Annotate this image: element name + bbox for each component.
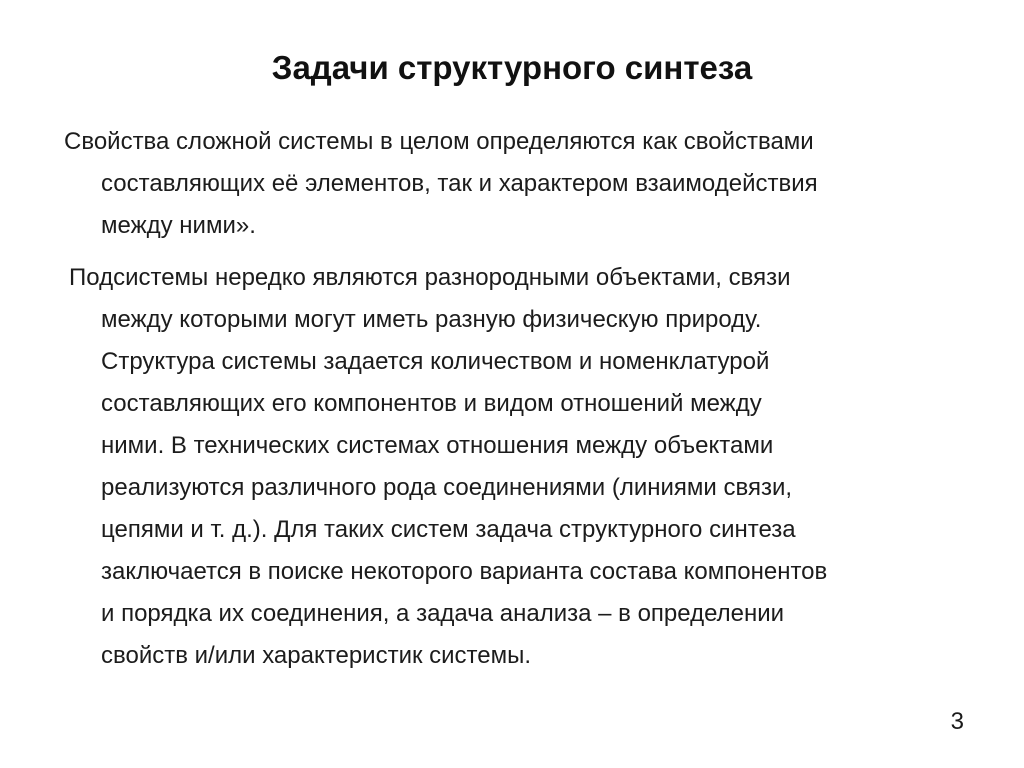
paragraph-subsystems xyxy=(64,257,827,677)
page-number: 3 xyxy=(950,708,964,735)
paragraph-line: Структура системы задается количеством и номенклатурой xyxy=(101,348,770,375)
paragraph-line: составляющих его компонентов и видом отношений между xyxy=(101,390,762,417)
paragraph-line: между ними». xyxy=(101,212,256,239)
paragraph-line: и порядка их соединения, а задача анализа – в определении xyxy=(101,600,785,627)
paragraph-line: Подсистемы нередко являются разнородными объектами, связи xyxy=(69,264,791,291)
paragraph-line: свойств и/или характеристик системы. xyxy=(101,642,532,669)
paragraph-line: ними. В технических системах отношения между объектами xyxy=(101,432,774,459)
paragraph-line: цепями и т. д.). Для таких систем задача структурного синтеза xyxy=(101,516,796,543)
paragraph-line: Свойства сложной системы в целом определяются как свойствами xyxy=(64,128,814,155)
paragraph-line: реализуются различного рода соединениями (линиями связи, xyxy=(101,474,793,501)
paragraph-line: заключается в поиске некоторого варианта состава компонентов xyxy=(101,558,828,585)
slide-title: Задачи структурного синтеза xyxy=(271,49,753,86)
paragraph-line: составляющих её элементов, так и характером взаимодействия xyxy=(101,170,818,197)
paragraph-line: между которыми могут иметь разную физическую природу. xyxy=(101,306,762,333)
paragraph-system-properties xyxy=(64,121,818,247)
